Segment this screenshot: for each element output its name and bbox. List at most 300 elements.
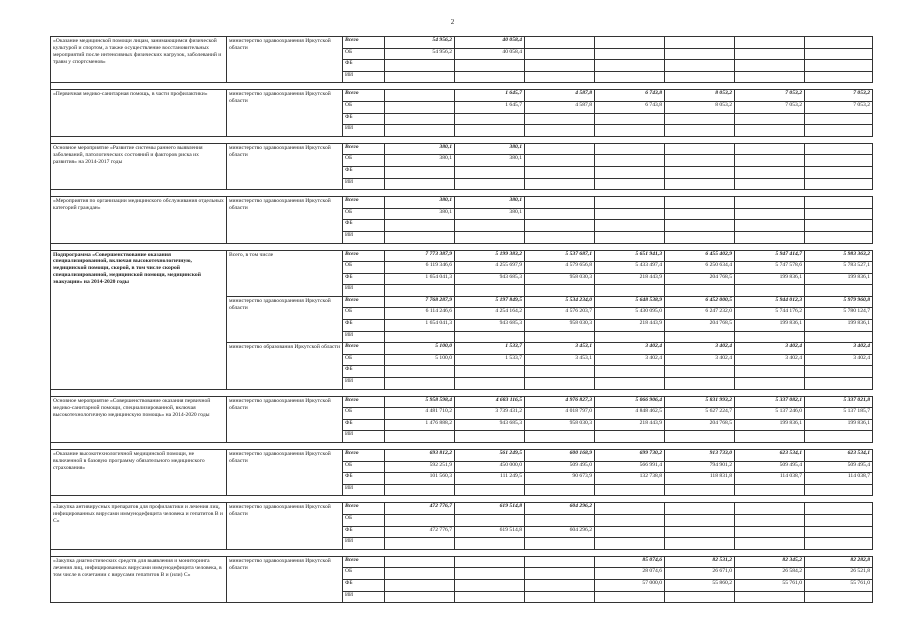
amount-cell	[525, 484, 595, 496]
amount-cell	[735, 60, 805, 72]
table-row	[51, 197, 873, 209]
amount-cell	[385, 366, 455, 378]
amount-cell: 4 848 462,5	[595, 408, 665, 420]
amount-cell: 3 402,4	[735, 343, 805, 355]
amount-cell	[525, 220, 595, 232]
amount-cell	[455, 591, 525, 603]
amount-cell: 199 836,1	[735, 273, 805, 285]
amount-cell: 8 053,2	[665, 101, 735, 113]
amount-cell: 3 402,4	[595, 343, 665, 355]
funding-source: Всего	[343, 343, 385, 355]
amount-cell: 8 053,2	[665, 90, 735, 102]
funding-source: Всего	[343, 556, 385, 568]
amount-cell	[525, 331, 595, 343]
amount-cell: 4 254 164,2	[455, 308, 525, 320]
amount-cell	[665, 366, 735, 378]
amount-cell	[735, 431, 805, 443]
amount-cell: 26 521,8	[805, 568, 873, 580]
measure-name: «Оказание медицинской помощи лицам, занимающимся физической культурой и спортом, а также осуществление восстановительных мероприятий после интенсивных физических нагрузок, заболеваний и травм у спортсменов»	[51, 37, 227, 83]
amount-cell	[735, 526, 805, 538]
amount-cell: 5 651 941,3	[595, 250, 665, 262]
amount-cell: 6 455 402,9	[665, 250, 735, 262]
amount-cell	[665, 526, 735, 538]
amount-cell: 380,1	[385, 208, 455, 220]
amount-cell: 7 053,2	[735, 101, 805, 113]
amount-cell	[455, 378, 525, 390]
amount-cell: 5 337 082,1	[735, 396, 805, 408]
amount-cell: 509 495,4	[805, 461, 873, 473]
amount-cell	[525, 48, 595, 60]
amount-cell	[525, 208, 595, 220]
amount-cell: 4 579 656,8	[525, 262, 595, 274]
amount-cell	[735, 208, 805, 220]
block-separator	[51, 83, 873, 90]
block-separator	[51, 243, 873, 250]
amount-cell	[735, 197, 805, 209]
amount-cell: 5 783 527,1	[805, 262, 873, 274]
amount-cell	[805, 220, 873, 232]
amount-cell	[595, 208, 665, 220]
amount-cell	[455, 431, 525, 443]
amount-cell	[735, 366, 805, 378]
amount-cell	[525, 285, 595, 297]
block-separator	[51, 549, 873, 556]
amount-cell: 55 761,0	[805, 579, 873, 591]
amount-cell	[385, 231, 455, 243]
amount-cell	[805, 208, 873, 220]
amount-cell	[385, 220, 455, 232]
responsible-executor: министерство здравоохранения Иркутской области	[227, 503, 343, 549]
block-separator	[51, 190, 873, 197]
funding-source: ИИ	[343, 331, 385, 343]
amount-cell	[665, 538, 735, 550]
amount-cell: 794 901,2	[665, 461, 735, 473]
amount-cell	[385, 331, 455, 343]
amount-cell	[665, 378, 735, 390]
funding-source: ИИ	[343, 285, 385, 297]
amount-cell: 1 645,7	[455, 90, 525, 102]
amount-cell	[525, 71, 595, 83]
amount-cell	[805, 113, 873, 125]
amount-cell: 600 168,9	[525, 450, 595, 462]
amount-cell	[805, 37, 873, 49]
amount-cell	[525, 538, 595, 550]
amount-cell: 380,1	[455, 143, 525, 155]
amount-cell: 199 836,1	[805, 419, 873, 431]
amount-cell	[805, 60, 873, 72]
funding-source: ОБ	[343, 155, 385, 167]
amount-cell: 1 533,7	[455, 343, 525, 355]
funding-source: ОБ	[343, 408, 385, 420]
measure-name: «Первичная медико-санитарная помощь, в части профилактики»	[51, 90, 227, 136]
table-row	[51, 143, 873, 155]
amount-cell	[735, 378, 805, 390]
amount-cell	[665, 431, 735, 443]
amount-cell	[385, 556, 455, 568]
funding-source: Всего	[343, 143, 385, 155]
amount-cell	[525, 37, 595, 49]
amount-cell	[805, 48, 873, 60]
amount-cell: 6 743,8	[595, 101, 665, 113]
amount-cell: 4 255 697,9	[455, 262, 525, 274]
amount-cell	[805, 378, 873, 390]
amount-cell: 380,1	[455, 155, 525, 167]
amount-cell	[455, 538, 525, 550]
amount-cell	[455, 285, 525, 297]
amount-cell	[455, 514, 525, 526]
table-row	[51, 90, 873, 102]
amount-cell	[595, 48, 665, 60]
amount-cell	[455, 113, 525, 125]
amount-cell	[455, 71, 525, 83]
responsible-executor: министерство здравоохранения Иркутской области	[227, 90, 343, 136]
amount-cell	[595, 197, 665, 209]
amount-cell: 4 683 116,5	[455, 396, 525, 408]
amount-cell	[595, 71, 665, 83]
funding-source: ФБ	[343, 60, 385, 72]
amount-cell	[455, 178, 525, 190]
amount-cell: 199 836,1	[805, 320, 873, 332]
amount-cell: 90 673,9	[525, 473, 595, 485]
amount-cell: 85 074,6	[595, 556, 665, 568]
funding-source: ОБ	[343, 262, 385, 274]
amount-cell	[525, 178, 595, 190]
amount-cell: 3 402,4	[665, 354, 735, 366]
amount-cell: 380,1	[455, 197, 525, 209]
funding-source: ОБ	[343, 48, 385, 60]
amount-cell: 380,1	[455, 208, 525, 220]
measure-name: Подпрограмма «Совершенствование оказания специализированной, включая высокотехнологичную, медицинской помощи, скорой, в том числе скорой специализированной, медицинской помощи, медицинской эвакуации» на 2014-2020 годы	[51, 250, 227, 389]
funding-source: ИИ	[343, 431, 385, 443]
measure-name: «Закупка диагностических средств для выявления и мониторинга лечения лиц, инфицированных вирусами иммунодефицита человека, в том числе в сочетании с вирусами гепатитов В и (или) С»	[51, 556, 227, 602]
amount-cell: 6 114 246,6	[385, 308, 455, 320]
amount-cell	[525, 366, 595, 378]
amount-cell	[665, 71, 735, 83]
amount-cell: 472 776,7	[385, 503, 455, 515]
amount-cell	[595, 514, 665, 526]
amount-cell	[735, 125, 805, 137]
amount-cell: 6 743,8	[595, 90, 665, 102]
amount-cell: 4 587,8	[525, 90, 595, 102]
amount-cell	[665, 331, 735, 343]
amount-cell: 26 584,2	[735, 568, 805, 580]
amount-cell: 40 058,4	[455, 48, 525, 60]
amount-cell: 57 000,0	[595, 579, 665, 591]
amount-cell	[525, 514, 595, 526]
amount-cell: 114 038,7	[805, 473, 873, 485]
amount-cell: 4 976 827,3	[525, 396, 595, 408]
amount-cell: 3 453,1	[525, 354, 595, 366]
amount-cell: 7 773 387,9	[385, 250, 455, 262]
amount-cell	[805, 538, 873, 550]
amount-cell: 6 250 634,4	[665, 262, 735, 274]
amount-cell: 5 337 021,8	[805, 396, 873, 408]
responsible-executor: министерство здравоохранения Иркутской области	[227, 296, 343, 342]
amount-cell	[735, 155, 805, 167]
amount-cell	[595, 113, 665, 125]
funding-source: ОБ	[343, 354, 385, 366]
amount-cell: 1 645,7	[455, 101, 525, 113]
amount-cell	[595, 155, 665, 167]
amount-cell: 5 831 993,2	[665, 396, 735, 408]
amount-cell: 3 739 431,2	[455, 408, 525, 420]
amount-cell: 7 768 287,9	[385, 296, 455, 308]
amount-cell	[805, 178, 873, 190]
amount-cell	[805, 125, 873, 137]
amount-cell	[595, 220, 665, 232]
amount-cell: 5 958 598,4	[385, 396, 455, 408]
funding-source: ОБ	[343, 461, 385, 473]
responsible-executor: министерство здравоохранения Иркутской области	[227, 396, 343, 442]
funding-source: Всего	[343, 197, 385, 209]
funding-source: ФБ	[343, 579, 385, 591]
amount-cell: 6 119 346,6	[385, 262, 455, 274]
funding-source: ОБ	[343, 568, 385, 580]
funding-source: Всего	[343, 250, 385, 262]
amount-cell	[455, 331, 525, 343]
amount-cell	[385, 60, 455, 72]
amount-cell: 604 296,2	[525, 526, 595, 538]
amount-cell	[455, 366, 525, 378]
amount-cell	[805, 514, 873, 526]
amount-cell: 5 747 578,6	[735, 262, 805, 274]
amount-cell	[385, 514, 455, 526]
amount-cell	[805, 231, 873, 243]
amount-cell	[525, 125, 595, 137]
amount-cell: 6 247 232,0	[665, 308, 735, 320]
block-separator	[51, 496, 873, 503]
funding-source: ИИ	[343, 231, 385, 243]
amount-cell: 4 481 710,2	[385, 408, 455, 420]
funding-source: ФБ	[343, 273, 385, 285]
amount-cell	[595, 37, 665, 49]
amount-cell: 5 100,0	[385, 343, 455, 355]
amount-cell: 592 251,9	[385, 461, 455, 473]
amount-cell	[525, 166, 595, 178]
amount-cell: 509 495,4	[735, 461, 805, 473]
amount-cell	[455, 568, 525, 580]
amount-cell: 4 587,8	[525, 101, 595, 113]
amount-cell	[525, 155, 595, 167]
amount-cell: 5 433 497,4	[595, 262, 665, 274]
amount-cell: 7 053,2	[805, 90, 873, 102]
amount-cell	[525, 431, 595, 443]
amount-cell	[595, 378, 665, 390]
amount-cell	[595, 60, 665, 72]
funding-source: ФБ	[343, 366, 385, 378]
funding-source: ИИ	[343, 484, 385, 496]
amount-cell	[735, 331, 805, 343]
amount-cell	[665, 178, 735, 190]
amount-cell	[455, 231, 525, 243]
amount-cell: 450 000,0	[455, 461, 525, 473]
amount-cell: 26 671,0	[665, 568, 735, 580]
amount-cell: 55 860,2	[665, 579, 735, 591]
budget-table-body	[51, 37, 873, 603]
amount-cell	[385, 125, 455, 137]
amount-cell	[665, 113, 735, 125]
amount-cell	[735, 48, 805, 60]
amount-cell: 472 776,7	[385, 526, 455, 538]
amount-cell: 5 780 124,7	[805, 308, 873, 320]
amount-cell	[805, 366, 873, 378]
amount-cell	[805, 503, 873, 515]
amount-cell: 111 249,5	[455, 473, 525, 485]
amount-cell	[665, 231, 735, 243]
amount-cell: 1 654 041,3	[385, 320, 455, 332]
amount-cell	[805, 71, 873, 83]
amount-cell	[665, 208, 735, 220]
responsible-executor: министерство здравоохранения Иркутской области	[227, 143, 343, 189]
funding-source: ОБ	[343, 101, 385, 113]
funding-source: ИИ	[343, 178, 385, 190]
amount-cell	[525, 143, 595, 155]
amount-cell: 380,1	[385, 197, 455, 209]
measure-name: «Мероприятия по организации медицинского обслуживания отдельных категорий граждан»	[51, 197, 227, 243]
amount-cell	[385, 378, 455, 390]
amount-cell: 1 654 041,3	[385, 273, 455, 285]
amount-cell	[735, 178, 805, 190]
amount-cell: 958 030,3	[525, 273, 595, 285]
amount-cell	[595, 366, 665, 378]
amount-cell: 509 495,0	[525, 461, 595, 473]
funding-source: Всего	[343, 450, 385, 462]
amount-cell	[385, 90, 455, 102]
amount-cell	[455, 220, 525, 232]
table-row	[51, 503, 873, 515]
amount-cell: 218 443,9	[595, 419, 665, 431]
amount-cell	[665, 37, 735, 49]
amount-cell	[385, 285, 455, 297]
amount-cell	[735, 591, 805, 603]
amount-cell	[665, 591, 735, 603]
amount-cell: 380,1	[385, 143, 455, 155]
amount-cell	[595, 231, 665, 243]
amount-cell	[805, 143, 873, 155]
amount-cell	[385, 591, 455, 603]
funding-source: ИИ	[343, 125, 385, 137]
amount-cell	[595, 166, 665, 178]
amount-cell: 943 685,3	[455, 419, 525, 431]
amount-cell: 40 058,4	[455, 37, 525, 49]
block-separator	[51, 136, 873, 143]
amount-cell: 1 533,7	[455, 354, 525, 366]
amount-cell	[805, 526, 873, 538]
amount-cell: 5 944 012,3	[735, 296, 805, 308]
amount-cell	[595, 143, 665, 155]
amount-cell	[665, 197, 735, 209]
amount-cell	[735, 143, 805, 155]
amount-cell	[805, 166, 873, 178]
amount-cell: 693 812,2	[385, 450, 455, 462]
amount-cell	[665, 143, 735, 155]
funding-source: ФБ	[343, 320, 385, 332]
amount-cell: 5 066 906,4	[595, 396, 665, 408]
responsible-executor: министерство здравоохранения Иркутской области	[227, 450, 343, 496]
funding-source: ФБ	[343, 220, 385, 232]
amount-cell: 699 730,2	[595, 450, 665, 462]
amount-cell	[525, 378, 595, 390]
table-row	[51, 250, 873, 262]
funding-source: ОБ	[343, 308, 385, 320]
amount-cell: 5 137 246,0	[735, 408, 805, 420]
amount-cell: 619 514,8	[455, 503, 525, 515]
amount-cell	[525, 60, 595, 72]
block-separator	[51, 443, 873, 450]
funding-source: ИИ	[343, 71, 385, 83]
amount-cell: 204 768,5	[665, 273, 735, 285]
funding-source: ИИ	[343, 591, 385, 603]
funding-source: ОБ	[343, 514, 385, 526]
amount-cell: 199 836,1	[805, 273, 873, 285]
amount-cell: 913 733,0	[665, 450, 735, 462]
table-row	[51, 450, 873, 462]
amount-cell	[385, 579, 455, 591]
funding-source: ФБ	[343, 473, 385, 485]
amount-cell	[595, 526, 665, 538]
responsible-executor: министерство здравоохранения Иркутской области	[227, 197, 343, 243]
amount-cell	[805, 484, 873, 496]
amount-cell	[595, 503, 665, 515]
amount-cell	[455, 556, 525, 568]
amount-cell	[735, 484, 805, 496]
amount-cell: 380,1	[385, 155, 455, 167]
amount-cell	[595, 538, 665, 550]
funding-source: Всего	[343, 296, 385, 308]
amount-cell: 5 534 234,0	[525, 296, 595, 308]
amount-cell: 199 836,1	[735, 320, 805, 332]
amount-cell	[595, 431, 665, 443]
amount-cell: 28 074,6	[595, 568, 665, 580]
amount-cell	[385, 71, 455, 83]
amount-cell	[735, 37, 805, 49]
funding-source: Всего	[343, 37, 385, 49]
funding-source: ФБ	[343, 526, 385, 538]
table-row	[51, 556, 873, 568]
amount-cell	[385, 113, 455, 125]
amount-cell: 101 560,3	[385, 473, 455, 485]
amount-cell	[805, 285, 873, 297]
amount-cell: 561 249,5	[455, 450, 525, 462]
responsible-executor: Всего, в том числе	[227, 250, 343, 296]
amount-cell: 5 430 095,0	[595, 308, 665, 320]
amount-cell	[735, 220, 805, 232]
amount-cell: 619 514,8	[455, 526, 525, 538]
amount-cell: 5 537 687,1	[525, 250, 595, 262]
amount-cell: 82 345,2	[735, 556, 805, 568]
amount-cell: 204 768,5	[665, 320, 735, 332]
amount-cell: 623 534,1	[735, 450, 805, 462]
amount-cell	[385, 431, 455, 443]
amount-cell: 5 648 538,9	[595, 296, 665, 308]
amount-cell	[525, 197, 595, 209]
table-row	[51, 37, 873, 49]
amount-cell: 199 836,1	[735, 419, 805, 431]
amount-cell: 7 053,2	[735, 90, 805, 102]
funding-source: ИИ	[343, 538, 385, 550]
amount-cell	[665, 514, 735, 526]
amount-cell	[455, 579, 525, 591]
amount-cell	[665, 166, 735, 178]
amount-cell	[525, 231, 595, 243]
amount-cell: 132 738,8	[595, 473, 665, 485]
amount-cell: 204 768,5	[665, 419, 735, 431]
amount-cell	[665, 155, 735, 167]
page-number: 2	[450, 18, 455, 26]
amount-cell: 5 983 363,2	[805, 250, 873, 262]
amount-cell	[805, 331, 873, 343]
amount-cell	[665, 48, 735, 60]
